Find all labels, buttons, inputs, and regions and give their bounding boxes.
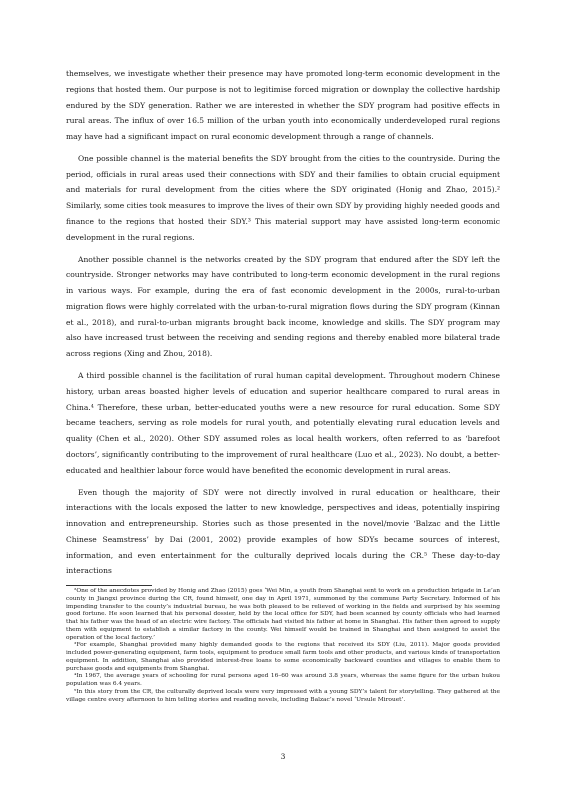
page-number: 3 xyxy=(280,752,286,761)
footnote-5: ⁵In this story from the CR, the culturally deprived locals were very impressed with a young SDY’s talent for storytelling. They gathered at the village centre every afternoon to him telling stories and reading novels, including Balzac’s novel ‘Ursule Mirouet’. xyxy=(66,688,500,703)
footnote-4: ⁴In 1967, the average years of schooling for rural persons aged 16–60 was around 3.8 years, whereas the same figure for the urban hukou population was 6.4 years. xyxy=(66,673,500,688)
body-paragraph-4: A third possible channel is the facilitation of rural human capital development. Throughout modern Chinese history, urban areas boasted higher levels of education and superior healthcare compared to rural areas in China.⁴ Therefore, these urban, better-educated youths were a new resource for rural education. Some SDY became teachers, serving as role models for rural youth, and potentially elevating rural education levels and quality (Chen et al., 2020). Other SDY assumed roles as local health workers, often referred to as ‘barefoot doctors’, significantly contributing to the improvement of rural healthcare (Luo et al., 2023). No doubt, a better-educated and healthier labour force would have benefited the economic development in rural areas. xyxy=(66,371,500,475)
body-paragraph-3: Another possible channel is the networks created by the SDY program that endured after the SDY left the countryside. Stronger networks may have contributed to long-term economic development in the rural regions in various ways. For example, during the era of fast economic development in the 2000s, rural-to-urban migration flows were highly correlated with the urban-to-rural migration flows during the SDY program (Kinnan et al., 2018), and rural-to-urban migrants brought back income, knowledge and skills. The SDY program may also have increased trust between the receiving and sending regions and thereby enabled more bilateral trade across regions (Xing and Zhou, 2018). xyxy=(66,254,500,359)
page-body xyxy=(66,66,500,704)
footnote-3: ³For example, Shanghai provided many highly demanded goods to the regions that received its SDY (Liu, 2011). Major goods provided included power-generating equipment, farm tools, equipment to produce small farm tools and other products, and various kinds of transportation equipment. In addition, Shanghai also provided interest-free loans to some economically backward counties and villages to enable them to purchase goods and equipments from Shanghai. xyxy=(66,642,500,672)
footnote-2: ²One of the anecdotes provided by Honig and Zhao (2015) goes ‘Wei Min, a youth from Shanghai sent to work on a production brigade in Le’an county in Jiangxi province during the CR, found himself, one day in April 1971, summoned by the commune Party Secretary. Informed of his impending transfer to the county’s industrial bureau, he was both pleased to be relieved of working in the fields and surprised by his seeming good fortune. He soon learned that his personal dossier, held by the local office for SDY, had been scanned by county officials who had learned that his father was the head of an electric wire factory. The officials had visited his father at home in Shanghai. His father then agreed to supply them with equipment to establish a similar factory in the county. Wei himself would be trained in Shanghai and then assigned to assist the operation of the local factory.’ xyxy=(66,588,500,641)
body-paragraph-1: themselves, we investigate whether their presence may have promoted long-term economic development in the regions that hosted them. Our purpose is not to legitimise forced migration or downplay the collective hardship endured by the SDY generation. Rather we are interested in whether the SDY program had positive effects in rural areas. The influx of over 16.5 million of the urban youth into economically underdeveloped rural regions may have had a significant impact on rural economic development through a range of channels. xyxy=(66,69,500,141)
body-paragraph-2: One possible channel is the material benefits the SDY brought from the cities to the countryside. During the period, officials in rural areas used their connections with SDY and their families to obtain crucial equipment and materials for rural development from the cities where the SDY originated (Honig and Zhao, 2015).² Similarly, some cities took measures to improve the lives of their own SDY by providing highly needed goods and finance to the regions that hosted their SDY.³ This material support may have assisted long-term economic development in the rural regions. xyxy=(66,153,500,242)
body-paragraph-5: Even though the majority of SDY were not directly involved in rural education or healthcare, their interactions with the locals exposed the latter to new knowledge, perspectives and ideas, potentially inspiring innovation and entrepreneurship. Stories such as those presented in the novel/movie ‘Balzac and the Little Chinese Seamstress’ by Dai (2001, 2002) provide examples of how SDYs became sources of interest, information, and even entertainment for the culturally deprived locals during the CR.⁵ These day-to-day interactions xyxy=(66,487,500,576)
footnote-divider xyxy=(66,585,152,586)
